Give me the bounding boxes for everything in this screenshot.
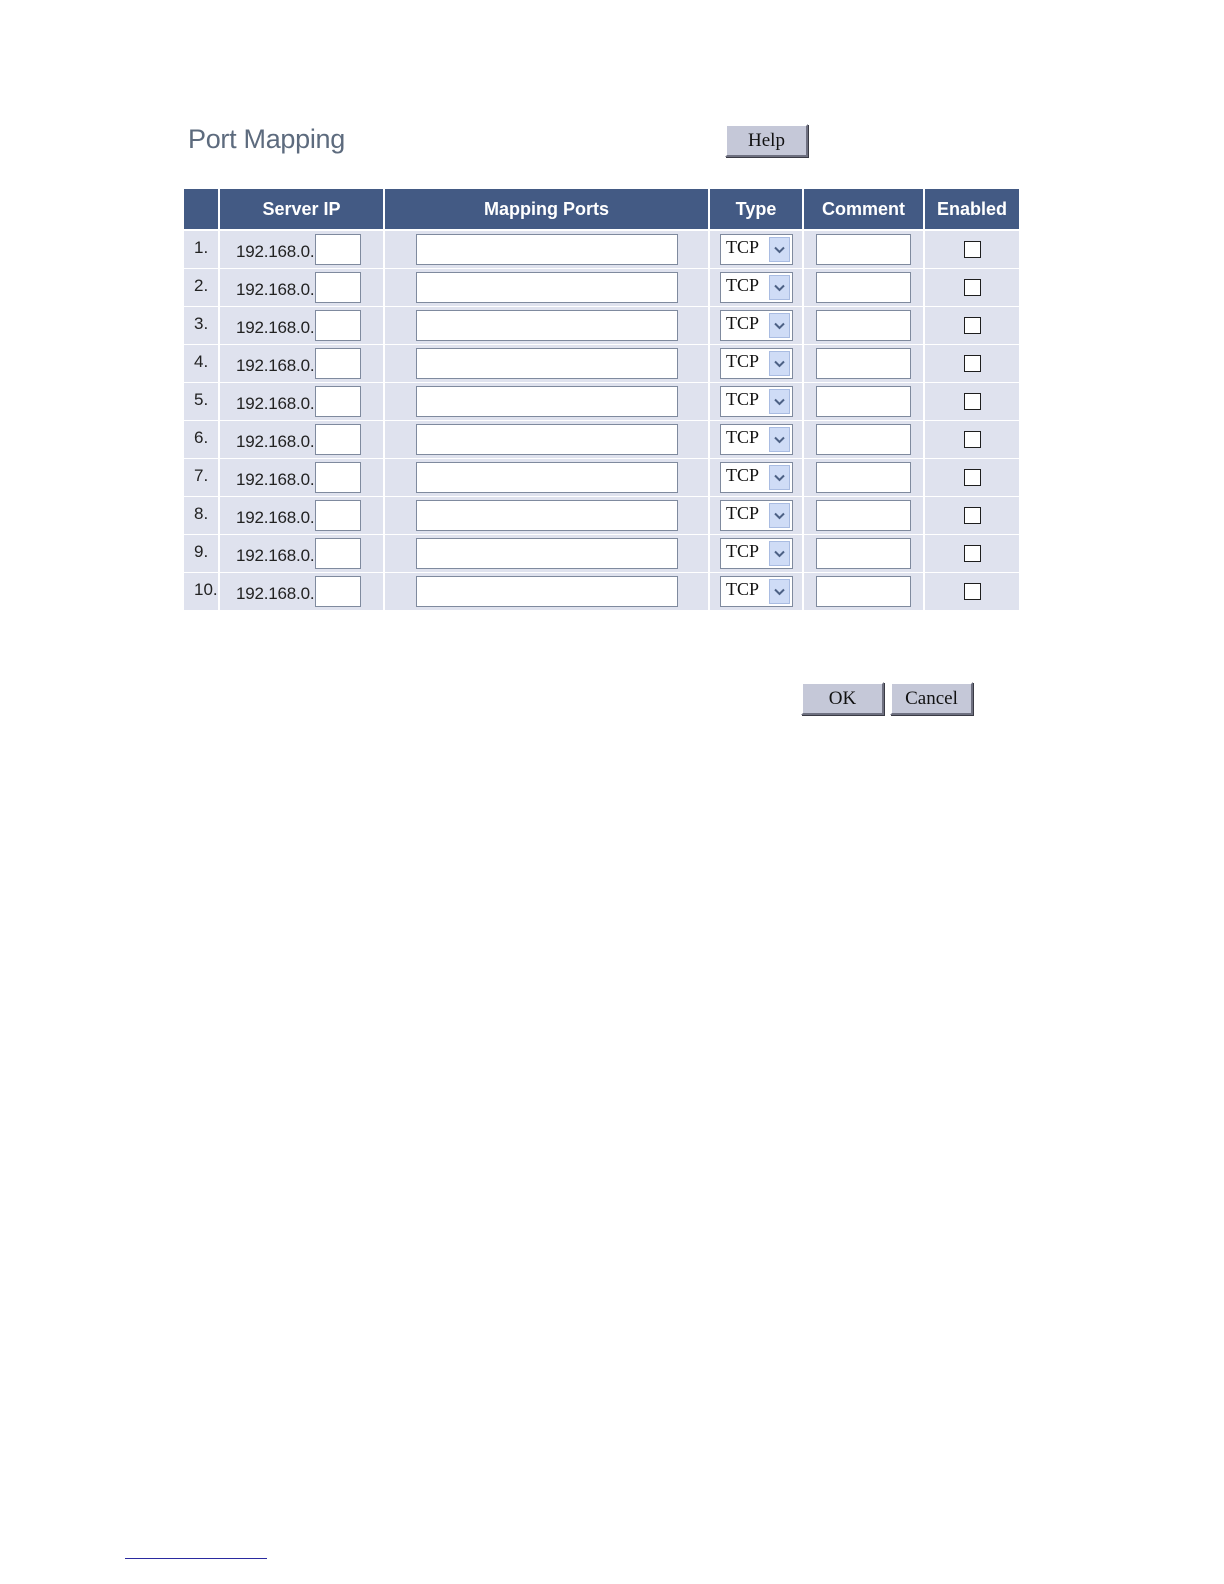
ip-suffix-input[interactable] [315,310,361,341]
table-row [184,535,1019,573]
enabled-cell [925,459,1019,497]
header-comment: Comment [804,189,925,231]
row-number-cell [184,573,220,611]
cancel-button[interactable]: Cancel [890,682,973,715]
chevron-down-icon[interactable] [769,503,790,528]
ip-prefix: 192.168.0. [236,393,315,413]
mapping-ports-cell [385,459,710,497]
table-row [184,497,1019,535]
enabled-checkbox[interactable] [964,241,981,258]
enabled-cell [925,573,1019,611]
ip-prefix: 192.168.0. [236,469,315,489]
ip-suffix-input[interactable] [315,424,361,455]
help-button[interactable]: Help [725,124,808,157]
ip-prefix: 192.168.0. [236,355,315,375]
mapping-ports-input[interactable] [416,310,678,341]
server-ip-cell [220,383,385,421]
table-row [184,269,1019,307]
type-cell [710,269,804,307]
chevron-down-icon[interactable] [769,465,790,490]
mapping-ports-input[interactable] [416,234,678,265]
comment-input[interactable] [816,310,911,341]
mapping-ports-cell [385,497,710,535]
ok-button[interactable]: OK [801,682,884,715]
chevron-down-icon[interactable] [769,389,790,414]
type-cell [710,497,804,535]
mapping-ports-input[interactable] [416,348,678,379]
type-select[interactable] [720,576,793,607]
enabled-cell [925,307,1019,345]
mapping-ports-cell [385,421,710,459]
ip-prefix: 192.168.0. [236,317,315,337]
row-number-cell [184,345,220,383]
mapping-ports-cell [385,269,710,307]
enabled-checkbox[interactable] [964,469,981,486]
ip-prefix: 192.168.0. [236,507,315,527]
comment-cell [804,459,925,497]
type-cell [710,307,804,345]
comment-cell [804,307,925,345]
type-cell [710,383,804,421]
comment-input[interactable] [816,462,911,493]
table-row [184,459,1019,497]
mapping-ports-cell [385,535,710,573]
comment-cell [804,231,925,269]
server-ip-cell [220,307,385,345]
comment-cell [804,573,925,611]
server-ip-cell [220,269,385,307]
enabled-cell [925,497,1019,535]
enabled-cell [925,231,1019,269]
enabled-cell [925,535,1019,573]
ip-suffix-input[interactable] [315,576,361,607]
server-ip-cell [220,231,385,269]
mapping-ports-input[interactable] [416,386,678,417]
header-enabled: Enabled [925,189,1019,231]
type-select-value: TCP [726,237,760,257]
chevron-down-icon[interactable] [769,351,790,376]
type-select[interactable] [720,348,793,379]
row-number: 6. [194,427,209,447]
row-number: 5. [194,389,209,409]
comment-input[interactable] [816,234,911,265]
row-number: 10. [194,579,218,599]
chevron-down-icon[interactable] [769,541,790,566]
row-number: 9. [194,541,209,561]
comment-input[interactable] [816,424,911,455]
type-select[interactable] [720,500,793,531]
type-select-value: TCP [726,275,760,295]
row-number-cell [184,231,220,269]
enabled-checkbox[interactable] [964,279,981,296]
row-number: 7. [194,465,209,485]
ip-prefix: 192.168.0. [236,241,315,261]
enabled-checkbox[interactable] [964,507,981,524]
table-row [184,573,1019,611]
row-number: 1. [194,237,209,257]
mapping-ports-input[interactable] [416,272,678,303]
port-mapping-table [184,189,1019,611]
type-select-value: TCP [726,351,760,371]
header-type: Type [710,189,804,231]
type-select[interactable] [720,386,793,417]
server-ip-cell [220,573,385,611]
server-ip-cell [220,345,385,383]
type-select[interactable] [720,272,793,303]
comment-cell [804,535,925,573]
enabled-cell [925,383,1019,421]
comment-cell [804,421,925,459]
row-number-cell [184,383,220,421]
type-cell [710,535,804,573]
type-select-value: TCP [726,465,760,485]
ip-suffix-input[interactable] [315,462,361,493]
type-select-value: TCP [726,503,760,523]
row-number-cell [184,497,220,535]
ip-suffix-input[interactable] [315,500,361,531]
row-number: 2. [194,275,209,295]
header-mapping-ports: Mapping Ports [385,189,710,231]
row-number-cell [184,269,220,307]
footer-divider [125,1558,267,1559]
type-select-value: TCP [726,541,760,561]
mapping-ports-cell [385,307,710,345]
table-row [184,421,1019,459]
enabled-checkbox[interactable] [964,393,981,410]
comment-cell [804,497,925,535]
ip-suffix-input[interactable] [315,348,361,379]
enabled-cell [925,345,1019,383]
ip-prefix: 192.168.0. [236,431,315,451]
ip-suffix-input[interactable] [315,272,361,303]
type-cell [710,421,804,459]
enabled-checkbox[interactable] [964,583,981,600]
ip-prefix: 192.168.0. [236,545,315,565]
server-ip-cell [220,497,385,535]
mapping-ports-input[interactable] [416,500,678,531]
comment-input[interactable] [816,272,911,303]
mapping-ports-cell [385,383,710,421]
chevron-down-icon[interactable] [769,313,790,338]
enabled-checkbox[interactable] [964,545,981,562]
row-number-cell [184,535,220,573]
chevron-down-icon[interactable] [769,579,790,604]
header-number [184,189,220,231]
ip-prefix: 192.168.0. [236,279,315,299]
type-cell [710,573,804,611]
type-select-value: TCP [726,579,760,599]
mapping-ports-cell [385,573,710,611]
comment-input[interactable] [816,500,911,531]
chevron-down-icon[interactable] [769,275,790,300]
comment-input[interactable] [816,576,911,607]
chevron-down-icon[interactable] [769,237,790,262]
mapping-ports-cell [385,345,710,383]
type-select[interactable] [720,462,793,493]
enabled-checkbox[interactable] [964,355,981,372]
mapping-ports-input[interactable] [416,538,678,569]
ip-suffix-input[interactable] [315,386,361,417]
comment-cell [804,269,925,307]
comment-input[interactable] [816,348,911,379]
enabled-cell [925,421,1019,459]
table-row [184,307,1019,345]
mapping-ports-cell [385,231,710,269]
enabled-checkbox[interactable] [964,431,981,448]
comment-input[interactable] [816,538,911,569]
page-title: Port Mapping [188,124,345,154]
table-row [184,383,1019,421]
mapping-ports-input[interactable] [416,462,678,493]
ip-suffix-input[interactable] [315,234,361,265]
type-select[interactable] [720,310,793,341]
type-select[interactable] [720,424,793,455]
server-ip-cell [220,421,385,459]
table-row [184,345,1019,383]
type-cell [710,345,804,383]
row-number-cell [184,307,220,345]
row-number: 8. [194,503,209,523]
type-cell [710,459,804,497]
comment-input[interactable] [816,386,911,417]
header-server-ip: Server IP [220,189,385,231]
type-cell [710,231,804,269]
mapping-ports-input[interactable] [416,576,678,607]
type-select-value: TCP [726,389,760,409]
comment-cell [804,345,925,383]
row-number-cell [184,421,220,459]
comment-cell [804,383,925,421]
table-row [184,231,1019,269]
table-header-row [184,189,1019,231]
type-select-value: TCP [726,427,760,447]
mapping-ports-input[interactable] [416,424,678,455]
row-number: 3. [194,313,209,333]
type-select-value: TCP [726,313,760,333]
ip-suffix-input[interactable] [315,538,361,569]
row-number-cell [184,459,220,497]
type-select[interactable] [720,538,793,569]
chevron-down-icon[interactable] [769,427,790,452]
enabled-cell [925,269,1019,307]
enabled-checkbox[interactable] [964,317,981,334]
type-select[interactable] [720,234,793,265]
row-number: 4. [194,351,209,371]
server-ip-cell [220,535,385,573]
server-ip-cell [220,459,385,497]
ip-prefix: 192.168.0. [236,583,315,603]
